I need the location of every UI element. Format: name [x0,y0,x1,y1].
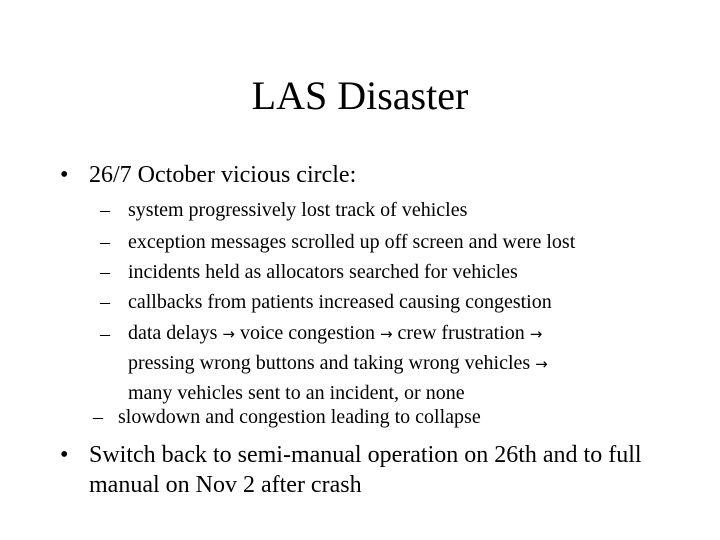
sub-item-text: system progressively lost track of vehicles [128,199,468,221]
dash-icon: – [100,291,110,313]
chain-part: pressing wrong buttons and taking wrong vehicles [128,352,531,374]
sub-item-text: incidents held as allocators searched for vehicles [128,261,518,283]
bullet-text: Switch back to semi-manual operation on 26th and to full manual on Nov 2 after crash [89,442,642,498]
dash-icon: – [100,199,110,221]
arrow-icon: → [222,325,235,343]
bullet-icon: • [60,162,69,188]
arrow-icon: → [529,325,543,343]
bullet-item [60,160,680,190]
bullet-text: 26/7 October vicious circle: [89,162,357,188]
sub-item-text: slowdown and congestion leading to collapse [118,406,481,428]
chain-part: data delays [128,322,218,344]
dash-icon: – [93,406,103,428]
slide-title: LAS Disaster [251,73,469,118]
bullet-icon: • [60,442,69,468]
chain-part: crew frustration [397,322,525,344]
chain-part: voice congestion [239,322,375,344]
sub-item-text: exception messages scrolled up off screen and were lost [128,231,576,253]
arrow-icon: → [379,325,393,343]
bullet-item [60,440,680,500]
sub-item-text: callbacks from patients increased causing congestion [128,291,552,313]
dash-icon: – [100,231,110,253]
arrow-icon: → [535,355,548,373]
sub-item-text [128,319,688,408]
dash-icon: – [100,261,110,283]
chain-part: many vehicles sent to an incident, or none [128,382,465,404]
dash-icon: – [100,323,110,345]
